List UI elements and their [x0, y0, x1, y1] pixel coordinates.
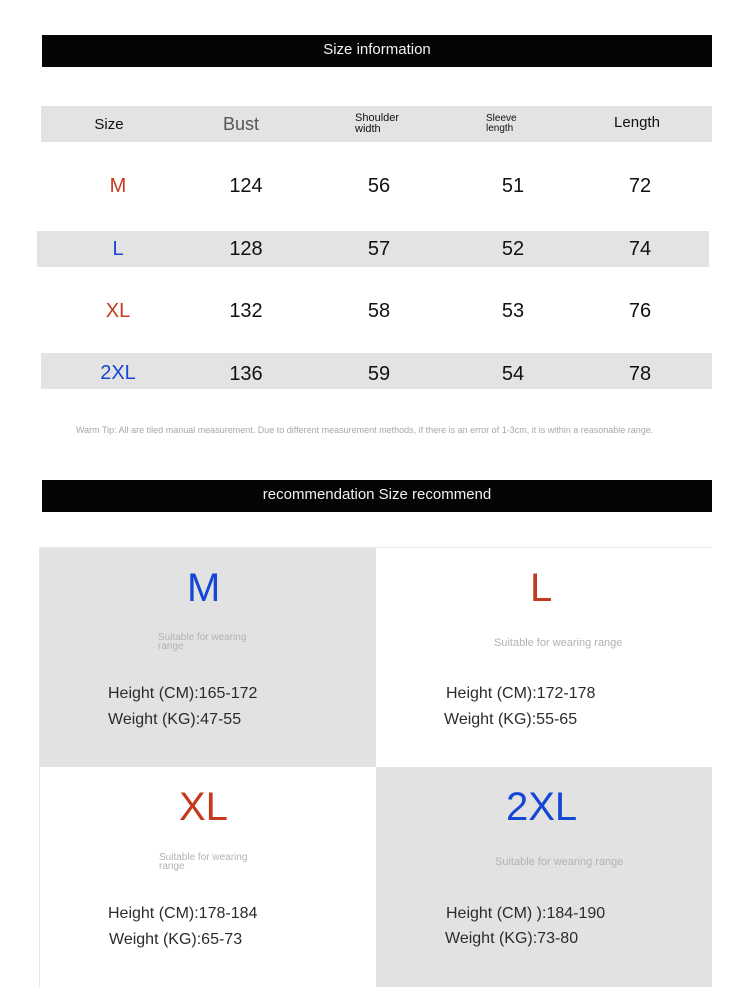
row-sleeve-value: 54 [501, 362, 525, 385]
size-row-2xl [41, 353, 712, 389]
recommend-size-label: M [187, 566, 221, 610]
header-sleeve-length [486, 106, 546, 142]
recommend-weight: Weight (KG):73-80 [445, 930, 579, 947]
measurement-tip: Warm Tip: All are tiled manual measurement. Due to different measurement methods, if there is an error of 1-3cm, it is within a reasonable range. [76, 425, 654, 435]
row-sleeve-value: 53 [501, 299, 525, 322]
header-sleeve-line2: length [486, 123, 514, 134]
size-row-l [37, 231, 709, 267]
row-length-value: 78 [628, 362, 652, 385]
row-size-label: 2XL [100, 361, 136, 384]
header-shoulder-line1: Shoulder [355, 112, 400, 124]
header-bust: Bust [222, 113, 260, 134]
row-size-label: XL [105, 299, 131, 322]
recommend-card-m [40, 548, 376, 768]
recommend-size-label: L [530, 566, 553, 610]
recommend-card-2xl [376, 767, 712, 987]
recommend-size-label: 2XL [506, 785, 578, 829]
recommend-weight: Weight (KG):65-73 [109, 931, 243, 948]
row-bust-value: 132 [229, 299, 263, 322]
recommend-card-l [376, 548, 712, 768]
header-sleeve-line1: Sleeve [486, 113, 517, 124]
row-bust-value: 124 [229, 174, 263, 197]
recommend-note: Suitable for wearing range [495, 856, 624, 868]
row-bust-value: 136 [229, 362, 263, 385]
size-information-banner [42, 35, 712, 67]
recommend-note: Suitable for wearing range [494, 637, 623, 649]
recommend-note: Suitable for wearing range [159, 852, 248, 872]
recommendation-banner [42, 480, 712, 512]
header-shoulder-width [355, 106, 425, 142]
recommend-weight: Weight (KG):47-55 [108, 711, 242, 728]
row-length-value: 76 [628, 299, 652, 322]
row-shoulder-value: 59 [367, 362, 391, 385]
header-length: Length [614, 113, 660, 131]
row-sleeve-value: 51 [501, 174, 525, 197]
recommend-card-xl [40, 767, 376, 987]
recommend-note: Suitable for wearing range [158, 632, 247, 652]
header-size: Size [94, 115, 124, 133]
row-bust-value: 128 [229, 237, 263, 260]
row-shoulder-value: 58 [367, 299, 391, 322]
row-size-label: L [112, 237, 124, 260]
recommendation-title: recommendation Size recommend [262, 486, 492, 503]
size-row-m [37, 168, 709, 204]
row-length-value: 74 [628, 237, 652, 260]
size-row-xl [37, 293, 709, 329]
row-size-label: M [109, 174, 127, 197]
recommend-size-label: XL [179, 785, 228, 829]
recommendation-grid [39, 547, 712, 987]
row-shoulder-value: 57 [367, 237, 391, 260]
row-length-value: 72 [628, 174, 652, 197]
recommend-height: Height (CM):165-172 [108, 685, 258, 702]
row-shoulder-value: 56 [367, 174, 391, 197]
recommend-weight: Weight (KG):55-65 [444, 711, 578, 728]
size-information-title: Size information [323, 41, 431, 58]
recommend-height: Height (CM):172-178 [446, 685, 596, 702]
header-shoulder-line2: width [355, 123, 381, 135]
recommend-height: Height (CM) ):184-190 [446, 905, 606, 922]
row-sleeve-value: 52 [501, 237, 525, 260]
recommend-height: Height (CM):178-184 [108, 905, 258, 922]
size-table-header-row [41, 106, 712, 142]
